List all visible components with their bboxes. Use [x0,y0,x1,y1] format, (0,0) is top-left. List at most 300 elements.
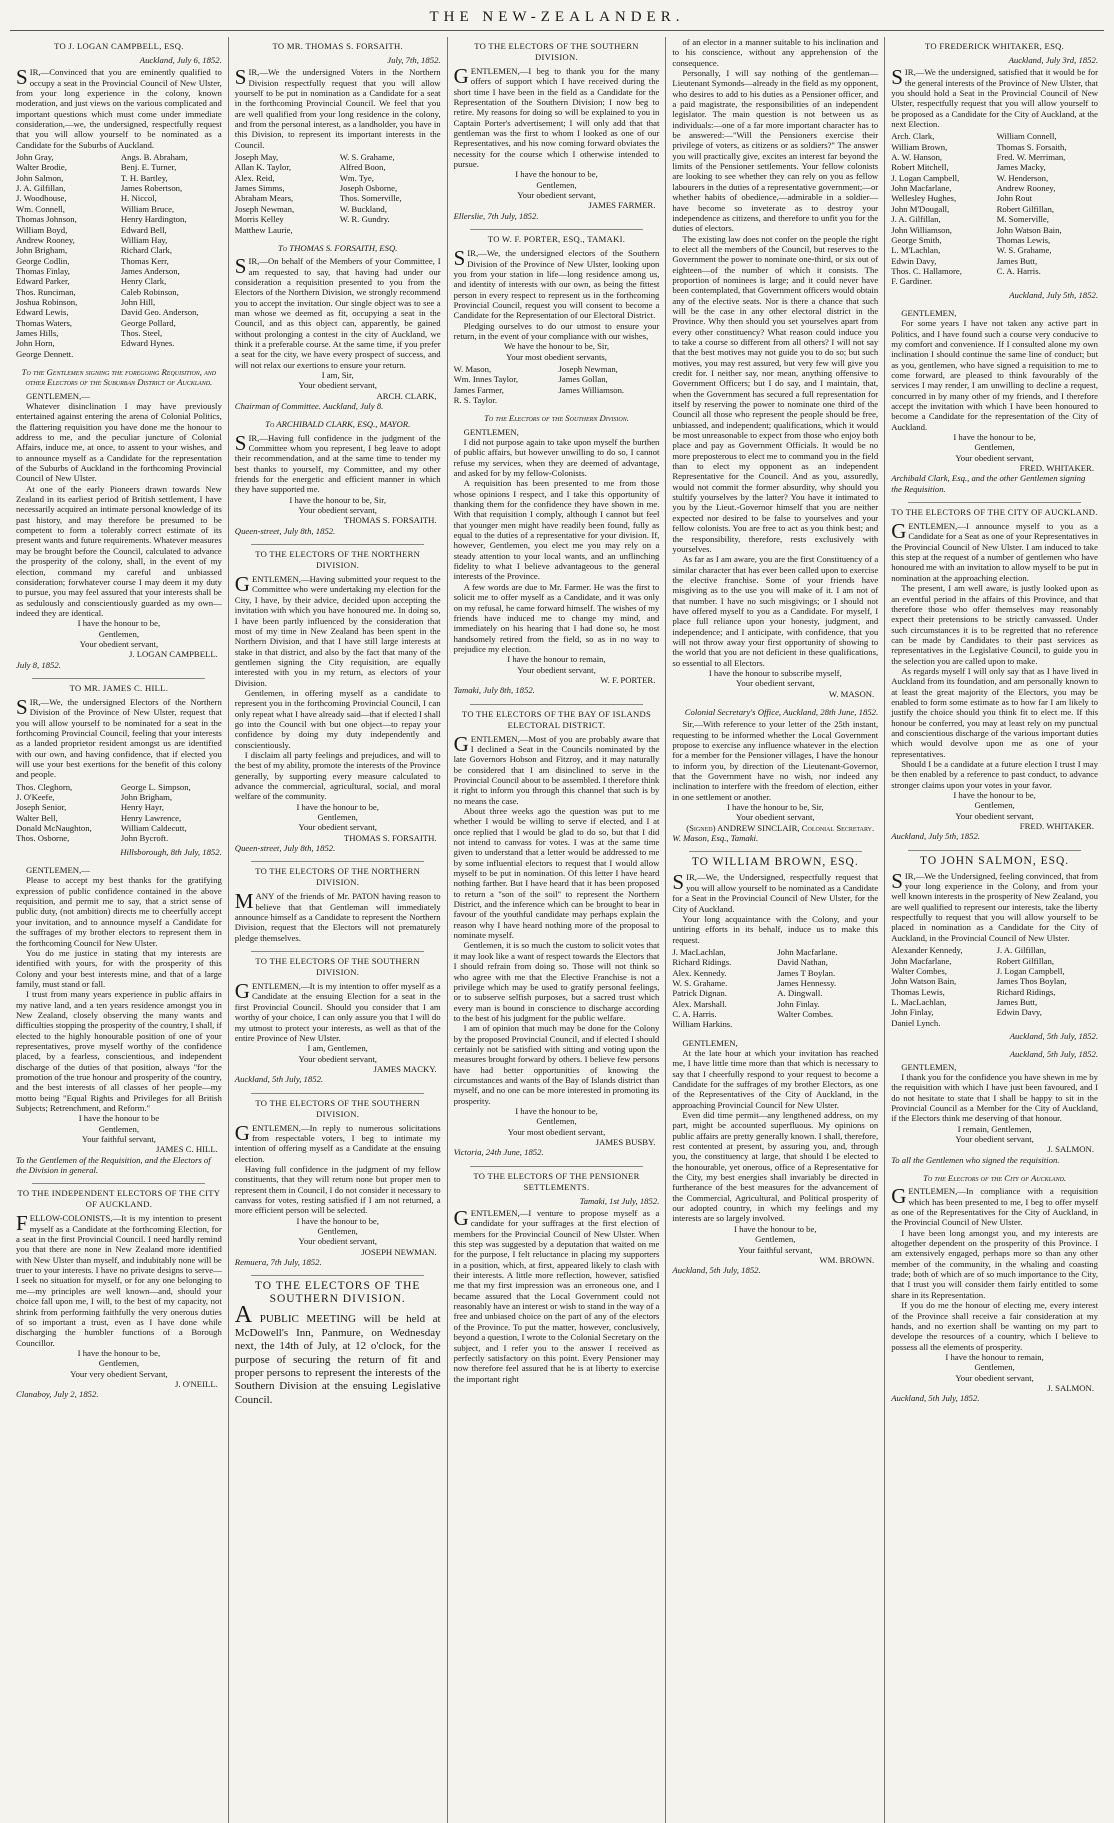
article-heading: TO MR. THOMAS S. FORSAITH. [272,41,403,51]
signatory-name: George Smith, [891,234,942,245]
dateline: Auckland, July 3rd, 1852. [1008,55,1098,65]
signatory-name: John Hill, [120,296,156,307]
closing-line: Your very obedient Servant, [70,1368,168,1379]
signatory-name: Edward Bell, [120,224,167,235]
article-heading: TO THE ELECTORS OF THE SOUTHERN DIVISION. [254,1280,421,1306]
closing-line: I have the honour to be, [515,169,598,180]
signature: (Signed) ANDREW SINCLAIR, Colonial Secretary. [686,822,875,833]
closing-line: Your obedient servant, [298,505,377,516]
signatory-name: T. H. Bartley, [120,172,168,183]
paragraph: SIR,—Convinced that you are eminently qualified to occupy a seat in the Provincial Council of New Ulster, from your long experience in the colony, known moderation, and just views on the various complicated and important questions which must come under immediate consideration,—we, the undersigned, respectfully request that you will allow yourself to be nominated as a Candidate for the Suburbs of Auckland. [16,65,222,150]
signatory-name: Henry Hayr, [120,802,164,813]
footer-line: Clanaboy, July 2, 1852. [16,1389,99,1400]
signatory-name: James Butt, [996,255,1038,266]
article [891,1173,1098,1404]
signatory-name: James Farmer, [453,384,504,395]
addressee: To THOMAS S. FORSAITH, ESQ. [277,242,398,253]
signatory-name [997,276,1098,286]
signatory-name: James Williamson. [558,384,625,395]
signatory-list [891,131,1098,286]
closing-line: Gentlemen, [98,1123,140,1134]
signatory-name: L. MacLachlan, [891,996,947,1007]
signature: THOMAS S. FORSAITH. [343,515,437,526]
signatory-name: Joseph May, [234,152,279,163]
paragraph: SIR,—We the undersigned Voters in the Northern Division respectfully request that you will allow yourself to be put in nomination as a Candidate for a seat in the forthcoming Provincial Council. We feel that you are well qualified from your long residence in the colony, and from the personal interest, as a landholder, you have in this Division, to represent its important interests in the Council. [234,65,441,150]
signatory-name: J. Logan Campbell, [891,172,960,183]
paragraph: I thank you for the confidence you have shewn in me by the requisition with which I have just been favoured, and I do not hesitate to state that I shall be happy to sit in the Provincial Council as a Member for the City of Auckland, if the Electors think me deserving of that honour. [891,1071,1098,1124]
signatory-name: Thos. Steel, [120,327,163,338]
signatory-name: John Williamson, [891,224,952,235]
closing-line: We have the honour to be, Sir, [503,341,610,352]
closing-line: Your obedient servant, [736,678,815,689]
signatory-name [121,349,222,359]
signatory-name: Henry Lawrence, [120,812,182,823]
meeting-notice [234,1302,441,1407]
closing-line: Gentlemen, [536,179,577,190]
closing-line: Your faithful servant, [738,1244,813,1255]
article [16,678,222,857]
signatory-name: J. O'Keefe, [16,792,55,803]
article [891,308,1098,494]
paragraph: GENTLEMEN,—I venture to propose myself as a candidate for your suffrages at the first election of members for the Provincial Council of New Ulster. When this step was suggested by a deputation that waited on me for the purpose, I felt reluctance in placing my supporters in a position, which, at first, appeared likely to clash with their interests. A little more reflection, however, satisfied me that my first impression was an erroneous one, and I became assured that the Local Government could not reasonably have an interest or wish to stand in the way of a free and unbiased choice on the part of any of the electors of the Province. To put the matter, however, conclusively, beyond a question, I wrote to the Colonial Secretary on the subject, and I refer you to the answer I received as perfectly satisfactory on this point. Every Pensioner may now therefore feel assured that he is at liberty to exercise the important right [453,1206,660,1384]
signatory-name: Wellesley Hughes, [891,193,957,204]
signatory-name: James Macky, [996,162,1046,173]
rule-divider [908,850,1082,851]
closing-line: I am, Sir, [321,369,354,380]
signatory-name: John Gray, [16,152,54,163]
article [16,41,222,359]
signatory-name [997,1018,1098,1028]
signatory-name: Caleb Robinson, [120,286,179,297]
signature: FRED. WHITAKER. [1019,463,1094,474]
closing-line: Your faithful servant, [81,1134,156,1145]
article [891,41,1098,300]
signatory-name: Alex. Kennedy. [672,967,727,978]
article-heading: TO THE ELECTORS OF THE NORTHERN DIVISION. [255,866,421,888]
signatory-name: Daniel Lynch. [891,1017,941,1028]
paragraph: SIR,—We the Undersigned, feeling convinced, that from your long experience in the Colony, and from your well known interests in the prosperity of New Zealand, you are well qualified to represent our interests, take the liberty respectfully to request that you will allow yourself to be placed in nomination as a Candidate for the City of Auckland, in the Provincial Council of New Ulster. [891,868,1098,943]
signatory-name: Edward Lewis, [16,307,69,318]
paragraph: GENTLEMEN,—I beg to thank you for the many offers of support which I have received during the short time I have been in the field as a Candidate for the Representation of the Southern Division; I now beg to retire. My reasons for doing so will be explained to you in Captain Porter's advertisement; I will only add that that gentleman was the first to whom I looked as one of our Representatives, and his now coming forward obviates the necessity for the course which I otherwise intended to pursue. [453,64,660,170]
signature: J. SALMON. [1047,1144,1094,1155]
paragraph: For some years I have not taken any active part in Politics, and I have found such a course very conducive to my comfort and convenience. If I consulted alone my own inclination I should continue the same line of conduct; but as you, gentlemen, who have signed a requisition to me to come forward, are pleased to think favourably of the services I may render, I am unwilling to decline a request, concurred in by many other of my friends, and I therefore accept the invitation with which I have been honoured to become a Candidate for the representation of the City of Auckland. [891,318,1098,432]
closing-line: I have the honour to be, [77,1347,161,1358]
article-heading: TO THE ELECTORS OF THE CITY OF AUCKLAND. [891,507,1098,518]
signature: THOMAS S. FORSAITH. [343,832,437,843]
dateline: Auckland, 5th July, 1852. [1009,1049,1098,1060]
footer-line: Auckland, 5th July, 1852. [672,1265,761,1276]
signatory-name: Edward Parker, [16,276,70,287]
rule-divider [251,1093,424,1094]
signatory-list [454,364,660,405]
article-heading: TO THE ELECTORS OF THE PENSIONER SETTLEMENTS. [473,1170,640,1192]
closing-line: Your obedient servant, [955,1372,1034,1383]
signatory-name: William Hay, [120,234,168,245]
article [672,851,878,1029]
dateline: Auckland, 5th July, 1852. [1009,1030,1098,1041]
signatory-name: George L. Simpson, [120,781,191,792]
signatory-name: Thos. Osborne, [16,833,70,844]
closing-line: Your most obedient servant, [507,1126,606,1137]
signatory-name: James Gollan, [558,374,608,385]
signatory-name: M. Somerville, [996,214,1049,225]
signature: W. F. PORTER. [600,674,656,685]
signatory-name: Thomas Finlay, [16,265,70,276]
paragraph: Gentlemen, in offering myself as a candidate to represent you in the forthcoming Provincial Council, I can only repeat what I have already said—that if elected I shall go into the Council with but one object—to repay your confidence by doing my duty independently and conscientiously. [234,687,441,750]
signatory-name: Thomas Kerr, [120,255,169,266]
closing-line: Your obedient servant, [298,1236,377,1247]
closing-line: Your obedient servant, [79,638,159,649]
signatory-name: Joseph Newman, [558,363,618,374]
paragraph: GENTLEMEN, [901,1061,957,1072]
paragraph: The existing law does not confer on the people the right to elect all the members of the Council, but reserves to the Government the power to nominate one-third, or six out of eighteen—of the number of which it consists. The proportion of nominees is large; and it could never have been contemplated, that Government officers would obtain any of the elective seats. Nor is there a chance that such will be the case in any other electoral district in the Province. Why then should you set yourselves apart from every other constituency? What reason could induce you to take a course so different from all others? I will not say that the best motives may not guide you to do so; but such motives, you may rest assured, but very few will give you credit for. I neither say, nor mean, anything offensive to Government Officers; but I do say, and I maintain, that, when the Government has secured a full representation for itself by reserving the power to nominate one third of the Council all those who represent the people should be free, unbiassed, and independent; qualifications, which it would be most unreasonable to expect from those who enjoy both place and pay as Government Officials. It would be no more preposterous to elect me to command you in the field than to elect my opponent as an independent Representative for the Council. And as you, assuredly, would not commit the former absurdity, why should you stultify yourselves by the latter? You have it intimated to you by the Lieut.-Governor himself that you are neither expected nor desired to be false to yourselves and your fellow colonists. You are free to act as you think best; and the responsibility, therefore, rests exclusively with yourselves. [672,233,879,554]
signatory-name: A. Dingwall. [777,988,823,999]
article [891,502,1098,842]
closing-line: Gentlemen, [974,1362,1015,1373]
signatory-name: George Pollard, [120,317,176,328]
closing-line: I have the honour to remain, [945,1351,1044,1362]
rule-divider [470,229,643,230]
signatory-name: Patrick Dignan. [672,988,727,999]
paragraph: GENTLEMEN,—I announce myself to you as a Candidate for a Seat as one of your Representatives in the Provincial Council of New Ulster. I am induced to take this step at the request of a number of gentlemen who have honoured me with an invitation to allow myself to be put in nomination at the approaching election. [891,519,1098,583]
signatory-name: J. Woodhouse, [16,193,67,204]
article-heading: TO W. F. PORTER, ESQ., TAMAKI. [487,234,626,245]
rule-divider [470,1166,643,1167]
closing-line: Your most obedient servants, [506,351,607,362]
signatory-name: Thos. Cleghorn, [16,781,73,792]
signatory-name: John Salmon, [16,172,64,183]
closing-line: Gentlemen, [755,1234,796,1245]
signatory-name: John Watson Bain, [996,224,1062,235]
signatory-name: Fred. W. Merriman, [996,152,1066,163]
signatory-name [777,1019,878,1029]
column-3 [448,37,667,1823]
footer-line: Archibald Clark, Esq., and the other Gentlemen signing the Requisition. [891,473,1086,494]
signatory-name: Alexander Kennedy, [891,945,963,956]
closing-line: Gentlemen, [536,1116,577,1127]
article [235,1275,441,1407]
column-4 [666,37,885,1823]
paragraph: I am of opinion that much may be done for the Colony by the proposed Provincial Council, and if elected I should certainly not be satisfied with sitting and voting upon the measures brought forward by others. I believe few persons have had better opportunities of knowing the circumstances and wants of the Bay of Islands district than myself, and no one can be more interested in promoting its prosperity. [453,1023,660,1106]
signature: J. LOGAN CAMPBELL. [128,649,218,660]
signatory-name [558,395,659,405]
signatory-list [16,782,222,844]
footer-line: Victoria, 24th June, 1852. [453,1147,544,1158]
signatory-name: Thos. C. Hallamore, [891,265,962,276]
article [454,413,660,695]
article [235,951,441,1084]
signatory-name: Walter Bell, [16,812,58,823]
paragraph: GENTLEMEN,—Having submitted your request to the Committee who were undertaking my election for the City, I have, by their advice, decided upon accepting the invitation with which you have honoured me. In doing so, I have been partly influenced by the consideration that most of my time in New Zealand has been spent in the Northern Division, and that I have still large interests at stake in that district, and also by the fact that many of the gentlemen signing the City requisition, are equally interested with you in my return, as electors of your Division. [234,572,441,688]
closing-line: I have the honour to be, [296,1215,379,1226]
paragraph: You do me justice in stating that my interests are identified with yours, for with the prosperity of this Colony and your best interests mine, and that of a large family, must stand or fall. [16,947,222,989]
addressee: To the Electors of the City of Auckland. [923,1173,1067,1184]
closing-line: I am, Gentlemen, [307,1043,368,1054]
paragraph: At the late hour at which your invitation has reached me, I have little time more than that which is necessary to say that I cheerfully respond to your request to become a Candidate for the suffrages of my brother Electors, as one of the Representatives of the City of Auckland, in the approaching Provincial Council for New Ulster. [672,1047,879,1110]
paragraph: FELLOW-COLONISTS,—It is my intention to present myself as a Candidate at the forthcoming Election, for a seat in the first Provincial Council. I need hardly remind you that there are none in New Zealand more identified with New Ulster than myself, and indubitably none will be truer to your interests. I have no private designs to serve—I seek no situation for myself, or for any one belonging to me—my principles are well known—and, should your choice fall upon me, I will, to the best of my capacity, not shrink from performing faithfully the very onerous duties of so important a trust, even as I have done while discharging the humbler functions of a Borough Councillor. [16,1211,222,1348]
signatory-name: Wm. Connell, [16,203,65,214]
paragraph: I did not purpose again to take upon myself the burthen of public affairs, but however unwilling to do so, I cannot refuse my services, when they are deemed of advantage, and asked for by my fellow-Colonists. [453,437,660,479]
article [235,1093,441,1268]
closing-line: Your obedient servant, [955,1134,1034,1144]
paragraph: About three weeks ago the question was put to me whether I would be willing to serve if elected, and I at once replied that I would be glad to do so, but that I did not intend to canvass for votes. I was at the same time given to understand that a letter would be addressed to me by some influential electors to request that I would allow myself to be put in nomination. Of this letter I have heard nothing farther. But I have heard that it has been proposed to return a "son of the soil" to represent the Northern District, and the inference which can be brought to bear in favour of the youthful candidate may perhaps explain the reason why I have heard nothing more of the proposal to nominate myself. [453,806,660,941]
closing-line: Your obedient servant, [298,822,377,833]
signatory-name: Andrew Rooney, [996,183,1056,194]
signatory-name: James Anderson, [120,265,180,276]
signatory-name: Arch. Clark, [891,131,935,142]
footer-line: Queen-street, July 8th, 1852. [234,525,336,536]
closing-line: I have the honour to be, Sir, [289,494,387,505]
paragraph: Whatever disinclination I may have previously entertained against entering the arena of Colonial Politics, the flattering requisition you have done me the honour to address to me, and the peculiar juncture of Colonial Affairs, induce me, at once, to assent to your wishes, and to announce myself as a Candidate for the representation of the Suburbs of Auckland in the forthcoming Provincial Council of New Ulster. [16,401,222,484]
signatory-name: Edwin Davy, [891,255,937,266]
paragraph: GENTLEMEN,—It is my intention to offer myself as a Candidate at the ensuing Election for a seat in the first Provincial Council. Should you consider that I am worthy of your choice, I can only assure you that I will do my utmost to protect your interests, as well as that of the entire Province of New Ulster. [234,979,441,1043]
signature: ARCH. CLARK, [376,390,437,401]
signatory-name: Thomas Waters, [16,317,73,328]
signatory-name: Edward Hynes. [120,338,175,349]
signatory-name: W. S. Grahame, [996,245,1052,256]
signatory-name: J. Logan Campbell, [996,965,1065,976]
closing-line: I have the honour to be, [953,790,1036,801]
article-heading: TO WILLIAM BROWN, ESQ. [691,856,859,869]
signatory-name: Robert Mitchell, [891,162,949,173]
signatory-name: Donald McNaughton, [16,823,92,834]
meeting-text: A PUBLIC MEETING will be held at McDowell's Inn, Panmure, on Wednesday next, the 14th of July, at 12 o'clock, for the purpose of securing the return of fit and proper persons to represent the interests of the Southern Division at the ensuing Legislative Council. [234,1302,441,1406]
rule-divider [908,502,1082,503]
signatory-name: John Rout [996,193,1033,204]
rule-divider [251,544,424,545]
article-heading: TO J. LOGAN CAMPBELL, ESQ. [54,41,184,51]
article-heading: TO THE ELECTORS OF THE SOUTHERN DIVISION. [255,956,420,978]
article-heading: TO THE INDEPENDENT ELECTORS OF THE CITY OF AUCKLAND. [17,1188,221,1210]
closing-line: Your obedient servant, [736,812,815,823]
paragraph: SIR,—We, the undersigned Electors of the Northern Division of the Province of New Ulster, request that you will allow yourself to be nominated for a seat in the forthcoming Provincial Council, feeling that your interests as a landed proprietor resident amongst us are identified with our own, and having confidence, that if elected you will use your best exertions for the benefit of this colony and people. [16,694,222,780]
article-heading: TO JOHN SALMON, ESQ. [920,854,1070,867]
closing-line: Gentlemen, [317,812,358,823]
footer-line: To all the Gentlemen who signed the requisition. [891,1154,1060,1165]
paragraph: As regards myself I will only say that as I have lived in Auckland from its foundation, and am personally known to at least the great majority of the Electors, you may be enabled to form some estimate as to how far I am likely to justify the choice should you think fit to elect me. If this honour be conferred, you may at least rely on my punctual and conscientious discharge of the various important duties which would devolve upon me as one of your representatives. [891,665,1098,759]
signatory-name: James Simms, [234,183,285,194]
signatory-name: Richard Clark, [120,245,173,256]
signature: FRED. WHITAKER. [1019,821,1094,832]
article [16,367,222,670]
signatory-name: Joseph Osborne, [339,183,398,194]
paragraph: MANY of the friends of Mr. PATON having reason to believe that that Gentleman will immediately announce himself as a Candidate to represent the Northern Division, request that the Electors will not prematurely pledge themselves. [234,889,441,943]
footer-line: Auckland, July 5th, 1852. [891,831,980,842]
rule-divider [251,951,424,952]
signatory-name: John Macfarlane, [891,183,952,194]
signatory-name: John Finlay. [777,998,820,1009]
paragraph: At one of the early Pioneers drawn towards New Zealand in its earliest period of British settlement, I have necessarily acquired an intimate personal knowledge of its past history, and may therefore be presumed to be competent to form a tolerably correct estimate of its present wants and future requirements. Whatever measures may be brought before the Council, calculated to advance the prosperity of the colony, shall, in the event of my election, command my careful and unbiassed consideration; forwhatever course I may deem it my duty to pursue, you may feel assured that your interests shall be as sedulously and conscientiously guarded as my own—indeed they are identical. [16,483,222,618]
closing-line: Your obedient servant, [955,810,1034,821]
signatory-name: John Watson Bain, [891,976,957,987]
footer-line: Chairman of Committee. Auckland, July 8. [234,401,384,411]
signature: JAMES BUSBY. [595,1137,656,1147]
paragraph: I disclaim all party feelings and prejudices, and will to the best of my ability, promote the interests of the Province generally, by supporting every measure calculated to advance the commercial, agricultural, social, and moral welfare of the community. [234,749,441,802]
signatory-name: C. A. Harris. [996,265,1041,276]
signatory-name: Joshua Robinson, [16,296,78,307]
paragraph: GENTLEMEN,—In reply to numerous solicitations from respectable voters, I beg to intimate my intention of offering myself as a Candidate at the ensuing election. [234,1120,441,1164]
article [235,243,441,412]
signatory-name: George Codlin, [16,255,70,266]
closing-line: I remain, Gentlemen, [957,1123,1032,1134]
signatory-name: Walter Combes. [777,1008,834,1019]
signatory-name: John M'Dougall, [891,203,950,214]
paragraph: Please to accept my best thanks for the gratifying expression of public confidence contained in the above requisition, and permit me to say, that a strict sense of public duty, (not ambition) directs me to cheerfully accept your invitation, and to announce myself a Candidate for the suffrages of my brother electors to represent them in the forthcoming Council for New Ulster. [16,875,222,948]
article-heading: TO THE ELECTORS OF THE NORTHERN DIVISION. [255,549,421,571]
article [454,229,660,405]
signatory-name: James Robertson, [120,183,183,194]
article [16,1183,222,1399]
signatory-name: John Brigham, [16,245,68,256]
signatory-name: C. A. Harris. [672,1008,717,1019]
addressee: To the Electors of the Southern Division. [484,413,629,424]
column-5 [885,37,1104,1823]
signatory-name: Thomas Lewis, [996,234,1051,245]
paragraph: The present, I am well aware, is justly looked upon as an eventful period in the affairs of this Province, and that therefore those who offer themselves may reasonably expect their pretensions to be strictly canvassed. Under such circumstances it is to be regretted that no reference can be made by Candidates to their past services as representatives in the Legislative Council, to guide you in the selection you are called upon to make. [891,583,1098,666]
signatory-name: W. S. Grahame. [672,977,728,988]
footer-line: Ellerslie, 7th July, 1852. [453,210,539,221]
closing-line: I have the honour to remain, [507,654,606,665]
signatory-list [891,945,1098,1028]
closing-line: Your obedient servant, [517,664,596,675]
article [16,865,222,1175]
closing-line: Your obedient servant, [298,1053,377,1064]
signature: JAMES FARMER. [588,200,656,211]
closing-line: I have the honour to be, [734,1223,817,1234]
article-heading: TO THE ELECTORS OF THE SOUTHERN DIVISION. [474,41,639,62]
closing-line: Your obedient servant, [955,452,1034,463]
signatory-name: David Nathan, [777,957,828,968]
paragraph: SIR,—We, the undersigned electors of the Southern Division of the Province of New Ulster, looking upon you from your station in life—long residence among us, and identity of interests with our own, as being the fittest person in every respect to represent us in the forthcoming Provincial Council, request you will consent to become a Candidate for the Representation of our Electoral District. [453,246,660,321]
paragraph: GENTLEMEN, [901,307,957,318]
signatory-name: David Geo. Anderson, [120,307,199,318]
signatory-name: J. MacLachlan, [672,946,726,957]
signatory-name: Allan K. Taylor, [234,162,292,173]
signatory-name: Alex. Reid, [234,172,275,183]
article-heading: TO FREDERICK WHITAKER, ESQ. [925,41,1065,51]
signatory-name: Thomas Johnson, [16,214,77,225]
article [891,1049,1098,1165]
signatory-name: Thomas S. Forsaith, [996,141,1067,152]
paragraph: Personally, I will say nothing of the gentleman—Lieutenant Symonds—already in the field as my opponent, who desires to add to his duties as a Pensioner officer, and a paid magistrate, the responsibilities of an independent legislator. The main question is not between us as individuals:—one of a far more important character has to be answered:—"Will the Pensioners exercise their privilege of voters, as citizens or as soldiers?" The answer you will practically give, excites an interest far beyond the limits of the Pensioner settlements. Your fellow colonists are looking to see whether they can rely on you as fellow labourers in the duties of a representative government;—or whether habits of obedience,—admirable in a soldier—have become so inveterate as to destroy your independence as citizens, and therefore to unfit you for the duties of electors. [672,68,879,234]
signatory-name: George Dennett. [16,348,74,359]
signatory-name: Edwin Davy, [996,1007,1042,1018]
signatory-name: Robert Gilfillan, [996,955,1055,966]
footer-line: Auckland, 5th July, 1852. [891,1393,980,1404]
footer-line: Queen-street, July 8th, 1852. [234,843,336,854]
signatory-name: Henry Hardington, [120,214,187,225]
article [454,704,660,1158]
masthead: THE NEW-ZEALANDER. [10,8,1104,31]
signatory-name: Alex. Marshall. [672,998,727,1009]
paragraph: GENTLEMEN,— [26,865,90,876]
signatory-name: William Boyd, [16,224,68,235]
signatory-name: F. Gardiner. [891,276,933,287]
signatory-name: John Macfarlane. [777,946,838,957]
dateline: Colonial Secretary's Office, Auckland, 28th June, 1852. [684,707,879,717]
signature: W. MASON. [828,688,875,699]
signatory-name: John Brigham, [120,792,173,803]
paragraph: Having full confidence in the judgment of my fellow constituents, that they will return none but proper men to represent them in Council, I do not consider it necessary to canvass for votes, resting satisfied if I am not returned, a more efficient person will be selected. [234,1163,441,1216]
signatory-name: Robert Gilfillan, [996,203,1055,214]
signatory-name: Matthew Laurie, [234,224,293,235]
signatory-list [672,947,878,1030]
paragraph: GENTLEMEN, [682,1037,738,1048]
signatory-name: John Bycroft. [120,833,169,844]
signatory-name: H. Niccol, [120,193,157,204]
paragraph: A few words are due to Mr. Farmer. He was the first to solicit me to offer myself as a Candidate, and it was only on my refusal, he came forward himself. The wishes of my friends have induced me to change my mind, and immediately on his hearing that I had done so, he most handsomely retired from the field, so as in no way to prejudice my election. [453,581,660,654]
columns [10,37,1104,1823]
signatory-name: James Butt, [996,996,1038,1007]
dateline: Hillsborough, 8th July, 1852. [120,846,222,857]
signatory-name: William Caldecutt, [120,823,187,834]
signatory-name: William Brown, [891,141,948,152]
signatory-name: James Hennessy. [777,977,837,988]
signature: JOSEPH NEWMAN. [361,1246,437,1257]
paragraph: GENTLEMEN,— [26,390,90,401]
signatory-name: James Thos Boylan, [996,976,1067,987]
article-heading: TO THE ELECTORS OF THE SOUTHERN DIVISION. [255,1097,420,1119]
dateline: Tamaki, 1st July, 1852. [579,1195,660,1206]
rule-divider [470,704,643,705]
signatory-name: J. A. Gilfillan, [16,183,66,194]
signatory-name: W. Henderson, [996,172,1049,183]
article [454,1166,660,1384]
signatory-name: Joseph Newman, [234,203,295,214]
paragraph: of an elector in a manner suitable to his inclination and to his conscience, without any apprehension of the consequence. [672,37,879,68]
article [672,707,878,843]
signatory-name: William Connell, [996,131,1057,142]
signatory-name: R. S. Taylor. [453,394,497,405]
signatory-name: John Macfarlane, [891,955,952,966]
paragraph: GENTLEMEN, [463,426,519,437]
signatory-name: Henry Clark, [120,276,167,287]
signatory-name: Angs. B. Abraham, [120,152,188,163]
closing-line: Gentlemen, [317,1226,358,1236]
rule-divider [32,678,205,679]
signatory-name: James T Boylan. [777,967,836,978]
article [672,37,878,699]
signatory-name: James Hills, [16,327,59,338]
signatory-name: Alfred Boon, [339,162,386,173]
article [235,41,441,235]
paragraph: GENTLEMEN,—Most of you are probably aware that I declined a Seat in the Councils nominated by the late Governors Hobson and Fitzroy, and it may naturally be considered that I am disinclined to serve in the Provincial Council about to be assembled. I therefore think it right to inform you through this channel that such is by no means the case. [453,731,660,806]
signatory-name: Abraham Mears, [234,193,294,204]
article [891,850,1098,1042]
signatory-name: Richard Ridings. [672,957,732,968]
signatory-name: William Bruce, [120,203,175,214]
dateline: Auckland, July 6, 1852. [139,55,222,65]
signature: JAMES MACKY. [373,1063,437,1074]
signatory-list [16,152,222,359]
footer-line: Auckland, 5th July, 1852. [234,1074,324,1085]
signatory-name: Thos. Somerville, [339,193,402,204]
rule-divider [689,851,862,852]
paragraph: SIR,—On behalf of the Members of your Committee, I am requested to say, that having had under our consideration a requisition presented to you from the Electors of the Northern Division, we strongly recommend you to accept the invitation. Our single object was to see a man whose we deemed as fit, occupying a seat in the Council, and as this object can, apparently, be gained without prolonging a contest in the city of Auckland, we think it a preferable course. At the same time, if you prefer a seat for the city, we have every prospect of success, and will not relax our exertions to ensure your return. [234,254,441,370]
signatory-name: L. M'Lachlan, [891,245,941,256]
closing-line: I have the honour to be, [953,432,1036,443]
paragraph: GENTLEMEN,—In compliance with a requisition which has been presented to me, I beg to offer myself as one of the Representatives for the City of Auckland, in the Provincial Council of New Ulster. [891,1184,1098,1228]
signatory-name: W. R. Gundry. [339,214,390,225]
footer-line: July 8, 1852. [16,659,61,670]
closing-line: I have the honour to be, [296,801,379,812]
signatory-name: A. W. Hanson, [891,152,943,163]
signatory-name: Benj. E. Turner, [120,162,177,173]
paragraph: I trust from many years experience in public affairs in my native land, and a ten years residence amongst you in New Zealand, closely observing the many wants and difficulties stopping the prosperity of the country, I shall, if elected to the highly honourable position of one of your representatives, prove myself worthy of the confidence placed, by a fearless, conscientious, and independent discharge of the duties of that position, always "for the promotion of the true honour and prosperity of the country, and the best interests of all classes of her people—my motto being "Equal Rights and Privileges for all British Subjects; Retrenchment, and Reform." [16,989,222,1113]
closing-line: Gentlemen, [98,1358,140,1369]
footer-line: Tamaki, July 8th, 1852. [453,685,535,696]
paragraph: If you do me the honour of electing me, every interest of the Province shall receive a fair consideration at my hands, and no exertion shall be wanting on my part to develope the resources of a country, which I believe to possess all the elements of prosperity. [891,1300,1098,1352]
